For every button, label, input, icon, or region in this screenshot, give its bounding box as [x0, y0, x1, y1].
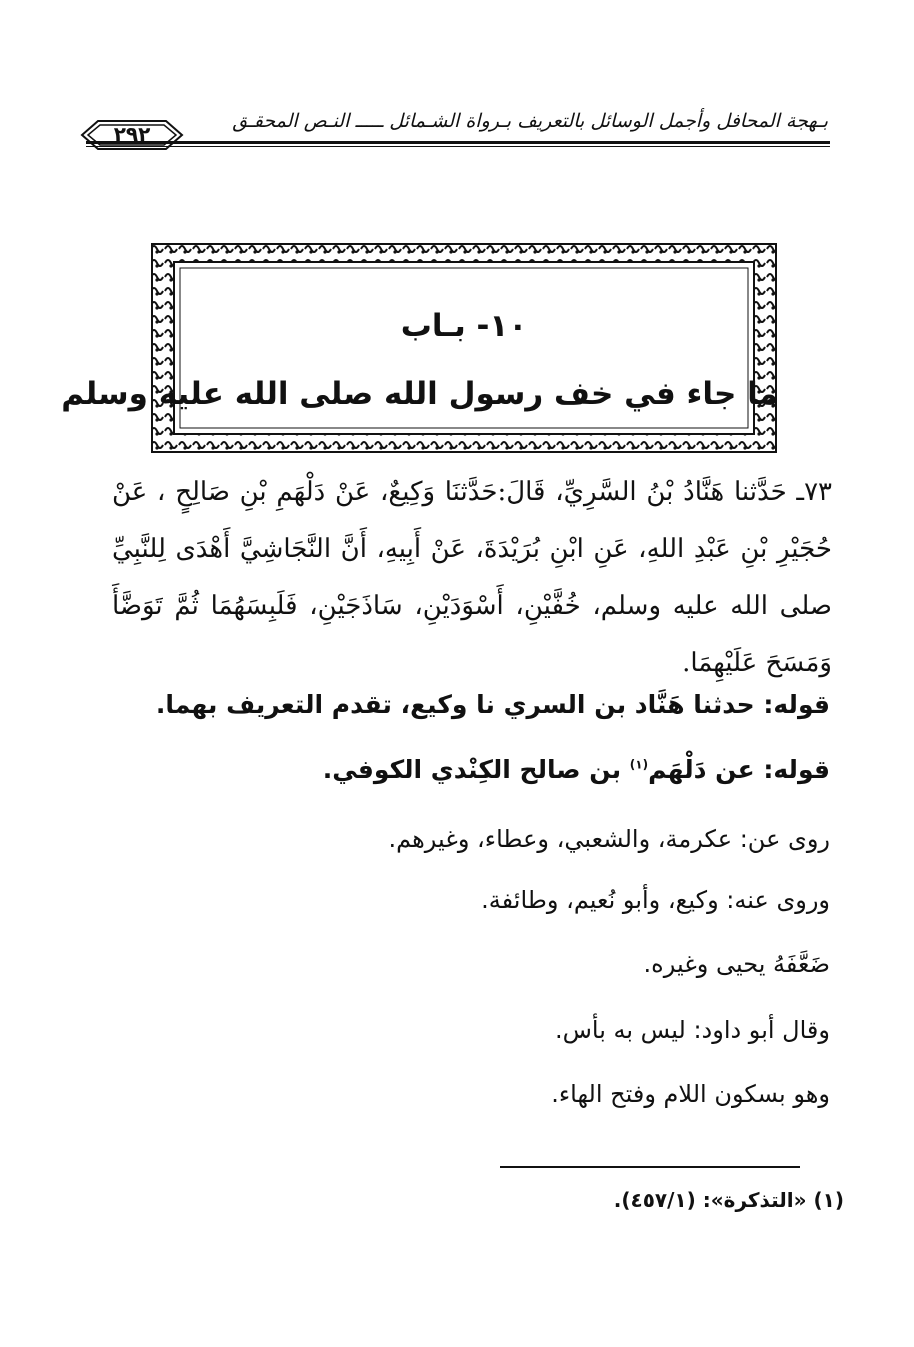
commentary-text: قوله: حدثنا هَنَّاد بن السري نا وكيع، تقدم التعريف بهما.: [155, 690, 830, 719]
commentary-line: [551, 1080, 830, 1108]
commentary-text: بن صالح الكِنْدي الكوفي.: [322, 755, 630, 784]
decorative-border-icon: [61, 242, 778, 454]
commentary-line: [323, 755, 830, 784]
chapter-title: ما جاء في خف رسول الله صلى الله عليه وسلم: [61, 376, 778, 412]
commentary-text: روى عن: عكرمة، والشعبي، وعطاء، وغيرهم.: [388, 825, 830, 853]
footnote-marker: (١): [629, 757, 649, 772]
page-number: ٢٩٢: [113, 122, 151, 146]
footnote: (١) «التذكرة»: (٤٥٧/١).: [613, 1188, 844, 1212]
page-number-badge: [80, 118, 184, 152]
commentary-line: [644, 950, 830, 978]
chapter-heading-frame: [61, 242, 778, 454]
commentary-line: [481, 886, 830, 914]
running-header-title: بـهجة المحافل وأجمل الوسائل بالتعريف بـرواة الشـمائل ـــــ النـص المحقـق: [232, 110, 828, 132]
commentary-line: [555, 1016, 830, 1044]
commentary-line: [389, 825, 830, 853]
commentary-text: ضَعَّفَهُ يحيى وغيره.: [643, 950, 830, 978]
footnote-rule: [500, 1166, 800, 1168]
commentary-text: وهو بسكون اللام وفتح الهاء.: [551, 1080, 830, 1108]
commentary-text: وروى عنه: وكيع، وأبو نُعيم، وطائفة.: [481, 886, 830, 914]
hadith-text: ٧٣ـ حَدَّثنا هَنَّادُ بْنُ السَّرِيِّ، قَالَ:حَدَّثنَا وَكِيعٌ، عَنْ دَلْهَمِ بْنِ صَالِحٍ ، عَنْ حُجَيْرِ بْنِ عَبْدِ اللهِ، عَنِ ابْنِ بُرَيْدَةَ، عَنْ أَبِيهِ، أَنَّ النَّجَاشِيَّ أَهْدَى لِلنَّبِيِّ صلى الله عليه وسلم، خُفَّيْنِ، أَسْوَدَيْنِ، سَاذَجَيْنِ، فَلَبِسَهُمَا ثُمَّ تَوَضَّأَ وَمَسَحَ عَلَيْهِمَا.: [112, 477, 832, 678]
commentary-text: قوله: عن دَلْهَم: [648, 755, 830, 784]
commentary-line: [156, 690, 830, 719]
commentary-text: وقال أبو داود: ليس به بأس.: [554, 1016, 830, 1044]
chapter-number: ١٠- بـاب: [400, 308, 528, 344]
header-rule: [86, 141, 830, 147]
